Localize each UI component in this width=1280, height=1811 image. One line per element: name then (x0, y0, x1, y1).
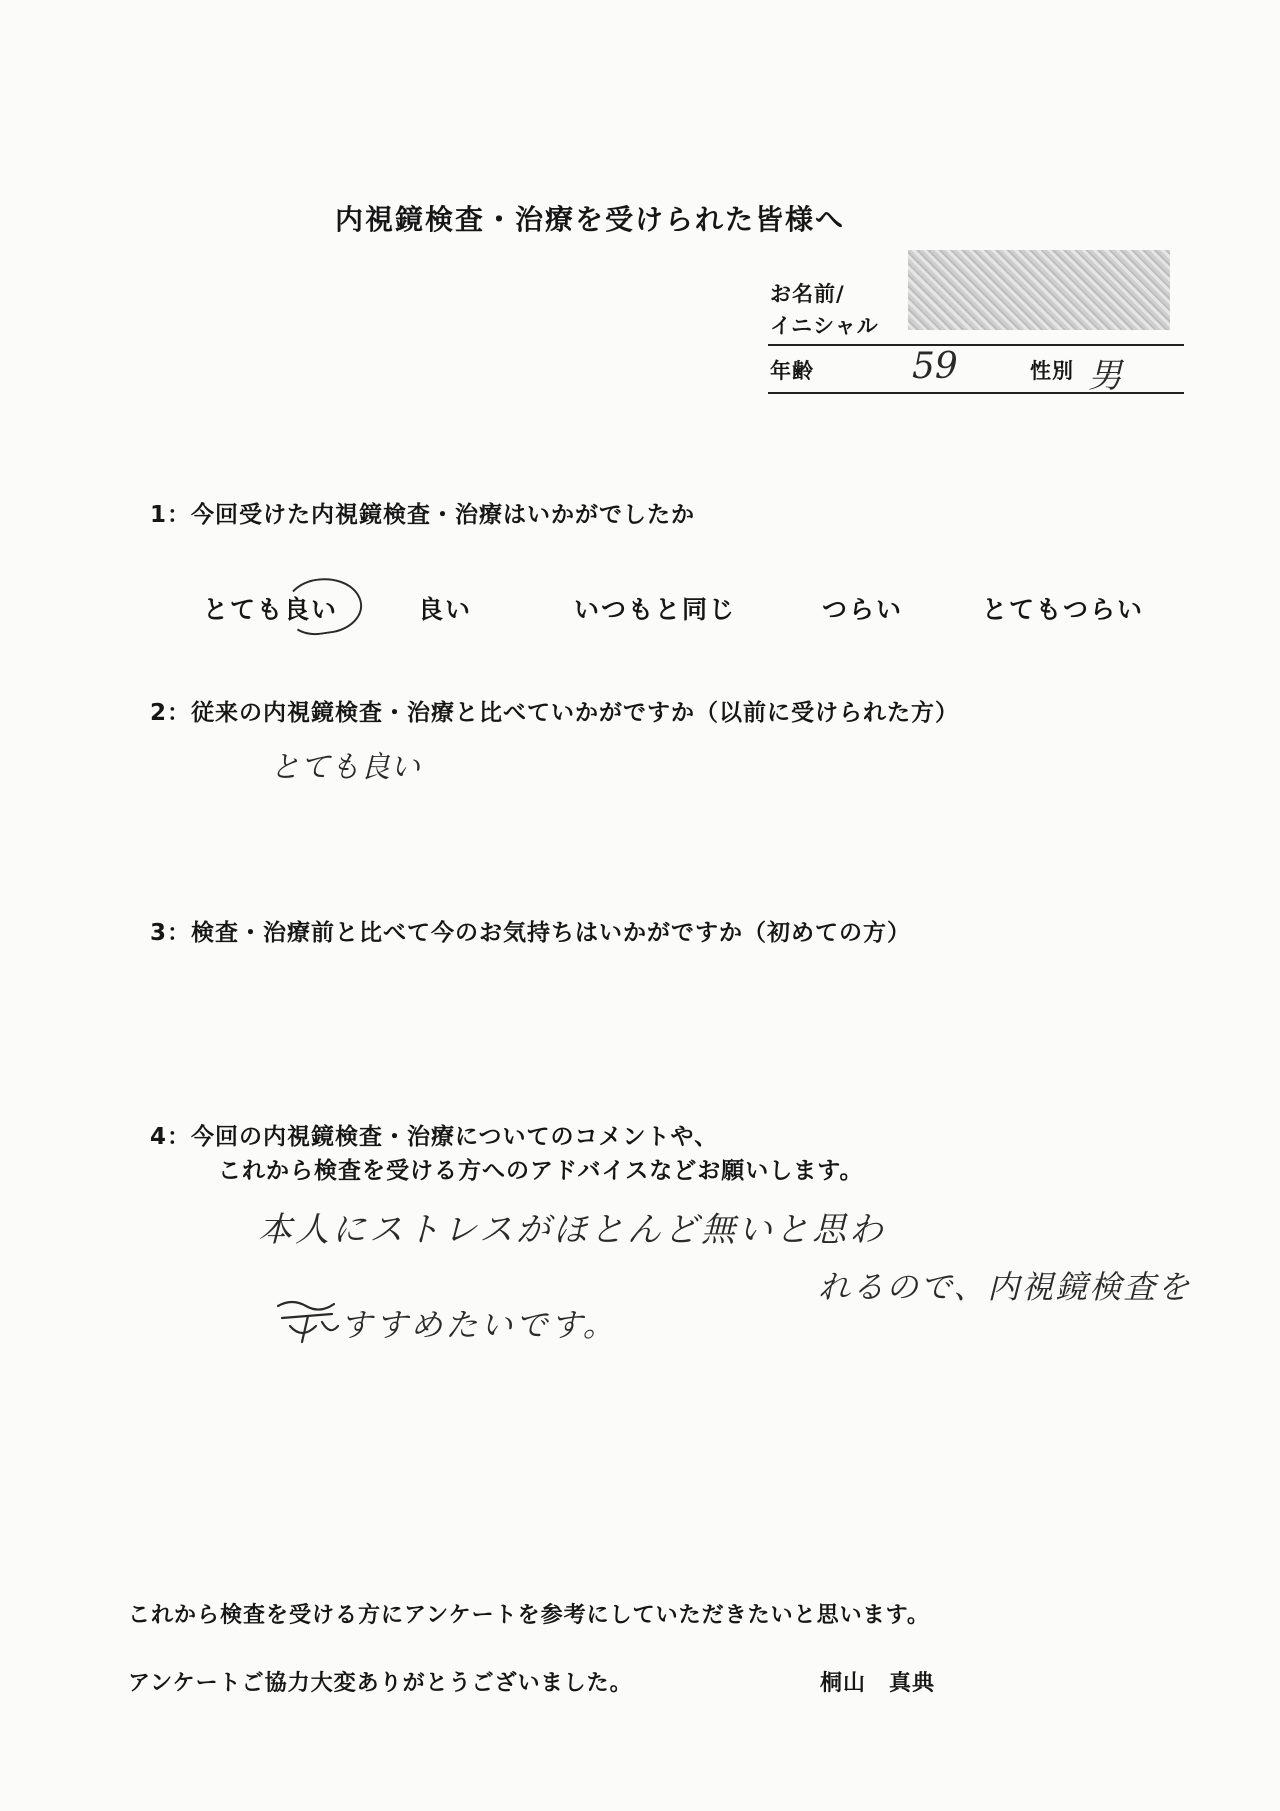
option-good: 良い (418, 595, 473, 624)
selection-circle-mark (282, 573, 365, 639)
question-4-line2: これから検査を受ける方へのアドバイスなどお願いします。 (218, 1158, 864, 1184)
option-very-good: とても良い (203, 595, 339, 624)
question-2-answer: とても良い (270, 750, 420, 785)
question-4-answer-line3: すすめたいです。 (340, 1306, 618, 1344)
question-3: 3：検査・治療前と比べて今のお気持ちはいかがですか（初めての方） (150, 920, 912, 946)
name-label (770, 278, 879, 342)
sex-value: 男 (1088, 356, 1122, 396)
option-hard: つらい (822, 595, 904, 624)
page-title: 内視鏡検査・治療を受けられた皆様へ (335, 203, 846, 236)
question-1: 1：今回受けた内視鏡検査・治療はいかがでしたか (150, 502, 696, 528)
age-value: 59 (912, 346, 958, 387)
question-2: 2：従来の内視鏡検査・治療と比べていかがですか（以前に受けられた方） (150, 700, 960, 726)
question-4-answer-line2: れるので、内視鏡検査を (818, 1268, 1192, 1306)
footer-thanks: アンケートご協力大変ありがとうございました。 (128, 1671, 633, 1696)
question-4-line1: 4：今回の内視鏡検査・治療についてのコメントや、 (150, 1124, 719, 1150)
name-label-line1: お名前/ (770, 282, 845, 306)
question-4-answer-line1: 本人にストレスがほとんど無いと思わ (258, 1210, 886, 1250)
age-label: 年齢 (770, 359, 814, 383)
sex-label: 性別 (1030, 359, 1074, 383)
name-label-line2: イニシャル (770, 314, 879, 338)
footer-request: これから検査を受ける方にアンケートを参考にしていただきたいと思います。 (128, 1603, 930, 1628)
option-very-hard: とてもつらい (982, 595, 1145, 624)
redacted-name (908, 250, 1170, 330)
divider-line (768, 344, 1184, 346)
footer-signature: 桐山 真典 (820, 1671, 936, 1696)
option-same: いつもと同じ (574, 595, 737, 624)
handwritten-scribble-mark (272, 1296, 342, 1346)
